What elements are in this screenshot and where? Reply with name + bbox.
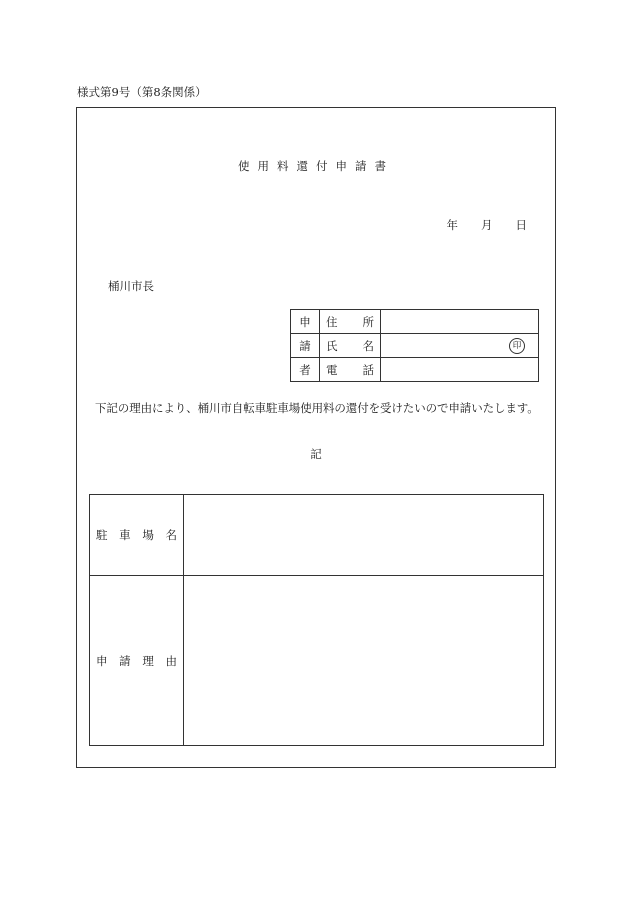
reason-field[interactable] — [184, 576, 544, 746]
parking-lot-label: 駐 車 場 名 — [90, 495, 184, 576]
applicant-row-name — [291, 334, 539, 358]
applicant-table — [290, 309, 539, 382]
applicant-side-char: 申 — [291, 310, 320, 334]
ki-heading: 記 — [310, 447, 322, 461]
form-title: 使用料還付申請書 — [238, 159, 394, 173]
phone-label: 電 話 — [320, 358, 381, 382]
address-label: 住 所 — [320, 310, 381, 334]
phone-field[interactable] — [381, 358, 539, 382]
name-field[interactable] — [381, 334, 539, 358]
reason-label: 申 請 理 由 — [90, 576, 184, 746]
request-statement: 下記の理由により、桶川市自転車駐車場使用料の還付を受けたいので申請いたします。 — [95, 401, 539, 415]
address-field[interactable] — [381, 310, 539, 334]
name-label: 氏 名 — [320, 334, 381, 358]
details-row-parking-lot — [90, 495, 544, 576]
details-row-reason — [90, 576, 544, 746]
details-table — [89, 494, 544, 746]
applicant-side-char: 請 — [291, 334, 320, 358]
applicant-row-address — [291, 310, 539, 334]
form-number: 様式第9号（第8条関係） — [77, 85, 207, 99]
seal-mark: 印 — [509, 338, 525, 354]
application-form — [76, 107, 556, 768]
applicant-row-phone — [291, 358, 539, 382]
addressee: 桶川市長 — [108, 279, 154, 293]
parking-lot-field[interactable] — [184, 495, 544, 576]
date-line[interactable]: 年 月 日 — [446, 218, 527, 232]
applicant-side-char: 者 — [291, 358, 320, 382]
